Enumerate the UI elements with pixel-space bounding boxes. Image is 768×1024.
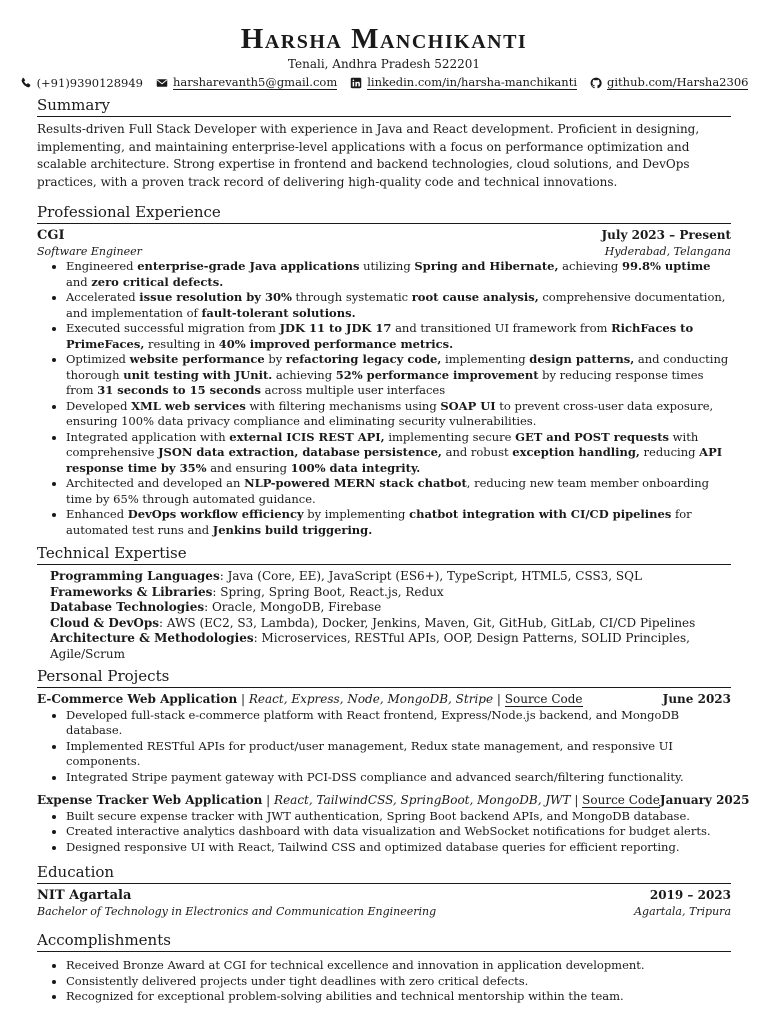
bullet-text: Executed successful migration from (66, 321, 280, 335)
bullet-emphasis: unit testing with JUnit. (123, 367, 273, 382)
bullet-emphasis: Jenkins build triggering. (212, 522, 373, 537)
skills-heading: Technical Expertise (37, 544, 731, 565)
bullet-text: and transitioned UI framework from (391, 321, 612, 335)
accomplishment-item: • Recognized for exceptional problem-solving abilities and technical mentorship within the team. (66, 989, 731, 1005)
bullet-emphasis: SOAP UI (440, 398, 496, 413)
accomplishment-item: • Received Bronze Award at CGI for technical excellence and innovation in application development. (66, 958, 731, 974)
project-bullets (37, 809, 731, 856)
bullet-text: by (264, 352, 286, 366)
accomplishments-heading: Accomplishments (37, 931, 731, 952)
github-link[interactable]: github.com/Harsha2306 (607, 75, 749, 90)
skill-values: Java (Core, EE), JavaScript (ES6+), TypeScript, HTML5, CSS3, SQL (227, 569, 642, 583)
experience-heading: Professional Experience (37, 203, 731, 224)
bullet-emphasis: exception handling, (512, 445, 640, 459)
education-location: Agartala, Tripura (634, 904, 731, 918)
bullet-emphasis: external ICIS REST API, (229, 429, 385, 444)
skills-list (37, 569, 731, 662)
project-bullet: • Created interactive analytics dashboard with data visualization and WebSocket notifications for budget alerts. (66, 824, 731, 840)
project-date: January 2025 (659, 793, 750, 807)
bullet-text: Engineered (66, 259, 138, 273)
project-bullet: • Designed responsive UI with React, Tailwind CSS and optimized database queries for efficient reporting. (66, 840, 731, 856)
bullet-emphasis: DevOps workflow efficiency (127, 507, 304, 521)
skill-row: Database Technologies: Oracle, MongoDB, Firebase (50, 600, 382, 614)
job-subheader (37, 244, 731, 260)
summary-heading: Summary (37, 96, 731, 117)
bullet-text: through systematic (291, 290, 412, 304)
project-name: E-Commerce Web Application (37, 692, 238, 706)
source-code-link[interactable]: Source Code (504, 692, 583, 706)
education-header (37, 888, 731, 904)
project-name: Expense Tracker Web Application (37, 793, 263, 807)
experience-bullet (66, 290, 731, 321)
bullet-emphasis: JDK 11 to JDK 17 (279, 321, 392, 335)
bullet-text: implementing (441, 352, 530, 366)
skill-category: Cloud & DevOps (50, 615, 160, 630)
contact-email[interactable] (156, 76, 337, 92)
accomplishment-item: • Consistently delivered projects under tight deadlines with zero critical defects. (66, 974, 731, 990)
bullet-text: , reducing new team member onboarding time by 65% through automated guidance. (66, 476, 709, 506)
bullet-emphasis: XML web services (131, 398, 246, 413)
bullet-text: implementing secure (384, 429, 516, 444)
bullet-text: Architected and developed an (66, 476, 245, 490)
candidate-name: Harsha Manchikanti (240, 23, 528, 55)
bullet-emphasis: GET and POST requests (515, 429, 670, 444)
projects-list (37, 692, 750, 855)
bullet-emphasis: enterprise-grade Java applications (137, 259, 360, 273)
bullet-text: and robust (441, 445, 513, 459)
bullet-emphasis: 40% improved performance metrics. (218, 336, 454, 351)
job-role: Software Engineer (37, 244, 142, 258)
skill-values: Oracle, MongoDB, Firebase (211, 600, 382, 614)
bullet-text: for automated test runs and (66, 507, 692, 537)
bullet-text: Accelerated (66, 290, 140, 304)
experience-bullet (66, 399, 731, 430)
bullet-text: and conducting thorough (66, 352, 729, 382)
project (37, 793, 750, 855)
bullet-text: across multiple user interfaces (260, 383, 446, 397)
bullet-emphasis: issue resolution by 30% (139, 290, 292, 304)
bullet-emphasis: 31 seconds to 15 seconds (97, 383, 261, 397)
contact-phone (20, 76, 143, 92)
skill-values: Spring, Spring Boot, React.js, Redux (220, 584, 444, 599)
experience-bullets (37, 259, 731, 538)
bullet-text: achieving (558, 259, 622, 273)
bullet-emphasis: API response time by 35% (66, 445, 723, 475)
project-header: E-Commerce Web Application | React, Express, Node, MongoDB, Stripe | Source Code June 2023 (37, 692, 731, 706)
bullet-emphasis: NLP-powered MERN stack chatbot (244, 476, 467, 490)
linkedin-link[interactable]: linkedin.com/in/harsha-manchikanti (367, 75, 577, 90)
project-bullet: • Built secure expense tracker with JWT authentication, Spring Boot backend APIs, and MongoDB database. (66, 809, 731, 825)
skill-row: Programming Languages: Java (Core, EE), JavaScript (ES6+), TypeScript, HTML5, CSS3, SQL (50, 569, 642, 583)
email-link[interactable]: harsharevanth5@gmail.com (172, 75, 338, 90)
summary-text: Results-driven Full Stack Developer with experience in Java and React development. Proficient in designing, implementing, and maintaining enterprise-level applications with a focus on performance optimization and scalable architecture. Strong expertise in frontend and backend technologies, cloud solutions, and DevOps practices, with a proven track record of delivering high-quality code and technical innovations. (37, 122, 700, 189)
bullet-emphasis: design patterns, (529, 352, 635, 366)
skill-values: Microservices, RESTful APIs, OOP, Design Patterns, SOLID Principles, Agile/Scrum (50, 631, 690, 661)
bullet-text: Optimized (66, 352, 130, 366)
bullet-emphasis: zero critical defects. (91, 274, 224, 289)
experience-bullet (66, 321, 731, 352)
company-name: CGI (37, 228, 65, 243)
projects-heading: Personal Projects (37, 667, 731, 688)
skill-row: Cloud & DevOps: AWS (EC2, S3, Lambda), Docker, Jenkins, Maven, Git, GitHub, GitLab, CI/CD Pipelines (50, 615, 696, 630)
bullet-emphasis: Spring and Hibernate, (414, 259, 559, 273)
skill-values: AWS (EC2, S3, Lambda), Docker, Jenkins, Maven, Git, GitHub, GitLab, CI/CD Pipelines (166, 615, 696, 630)
project-tech: React, Express, Node, MongoDB, Stripe (248, 692, 494, 706)
project-bullet: • Integrated Stripe payment gateway with PCI-DSS compliance and advanced search/filtering functionality. (66, 770, 731, 786)
experience-bullet (66, 352, 731, 399)
job-dates: July 2023 – Present (601, 228, 731, 242)
bullet-text: utilizing (359, 259, 415, 273)
bullet-text: Enhanced (66, 507, 128, 521)
bullet-emphasis: root cause analysis, (411, 290, 539, 304)
experience-bullet (66, 476, 731, 507)
project-bullet: • Implemented RESTful APIs for product/user management, Redux state management, and responsive UI components. (66, 739, 731, 770)
skill-category: Programming Languages (50, 569, 220, 583)
source-code-link[interactable]: Source Code (582, 793, 660, 807)
accomplishments-list (37, 958, 731, 1005)
project-date: June 2023 (662, 692, 731, 706)
skill-category: Frameworks & Libraries (50, 584, 213, 599)
bullet-emphasis: 52% performance improvement (335, 367, 539, 382)
education-heading: Education (37, 863, 731, 884)
bullet-emphasis: RichFaces to PrimeFaces, (66, 321, 694, 351)
school-name: NIT Agartala (37, 888, 132, 903)
bullet-text: reducing (639, 445, 700, 459)
bullet-text: achieving (272, 367, 336, 382)
phone-number: (+91)9390128949 (36, 75, 143, 90)
linkedin-icon (350, 77, 362, 89)
experience-bullet (66, 259, 731, 290)
project-bullet: • Developed full-stack e-commerce platform with React frontend, Express/Node.js backend, and MongoDB database. (66, 708, 731, 739)
phone-icon (20, 77, 32, 89)
contact-github[interactable] (590, 76, 748, 92)
experience-bullet (66, 507, 731, 538)
bullet-text: with filtering mechanisms using (245, 398, 441, 413)
bullet-text: resulting in (144, 336, 219, 351)
bullet-text: with comprehensive (66, 429, 699, 459)
bullet-text: to prevent cross-user data exposure, ensuring 100% data privacy compliance and eliminating security vulnerabilities. (66, 398, 714, 428)
education-subheader (37, 904, 731, 920)
bullet-text: and ensuring (206, 460, 291, 475)
bullet-text: and (66, 274, 92, 289)
bullet-emphasis: website performance (129, 352, 265, 366)
github-icon (590, 77, 602, 89)
job-header (37, 228, 731, 244)
bullet-text: by implementing (303, 507, 410, 521)
bullet-text: comprehensive documentation, and implementation of (66, 290, 726, 320)
project-header: Expense Tracker Web Application | React, TailwindCSS, SpringBoot, MongoDB, JWT | Source Code January 2025 (37, 793, 750, 807)
bullet-text: Developed (66, 398, 132, 413)
skill-row: Frameworks & Libraries: Spring, Spring Boot, React.js, Redux (50, 584, 444, 599)
address: Tenali, Andhra Pradesh 522201 (287, 57, 481, 71)
skill-category: Architecture & Methodologies (50, 631, 254, 645)
job-location: Hyderabad, Telangana (604, 244, 731, 258)
bullet-emphasis: refactoring legacy code, (285, 352, 442, 366)
bullet-emphasis: chatbot integration with CI/CD pipelines (409, 507, 672, 521)
envelope-icon (156, 77, 168, 89)
contact-bar (36, 75, 749, 92)
bullet-text: by reducing response times from (66, 367, 704, 397)
bullet-emphasis: 100% data integrity. (290, 460, 421, 475)
education-dates: 2019 – 2023 (649, 888, 731, 902)
degree: Bachelor of Technology in Electronics and Communication Engineering (37, 904, 437, 918)
project-tech: React, TailwindCSS, SpringBoot, MongoDB, JWT (274, 793, 571, 807)
project-bullets (37, 708, 731, 786)
bullet-text: Integrated application with (66, 429, 230, 444)
contact-linkedin[interactable] (350, 76, 577, 92)
skill-row: Architecture & Methodologies: Microservices, RESTful APIs, OOP, Design Patterns, SOLID Principles, Agile/Scrum (50, 631, 690, 661)
experience-bullet (66, 430, 731, 477)
bullet-emphasis: fault-tolerant solutions. (201, 305, 356, 320)
skill-category: Database Technologies (50, 600, 205, 614)
bullet-emphasis: 99.8% uptime (621, 259, 711, 273)
project (37, 692, 731, 785)
bullet-emphasis: JSON data extraction, database persistence, (158, 445, 442, 459)
